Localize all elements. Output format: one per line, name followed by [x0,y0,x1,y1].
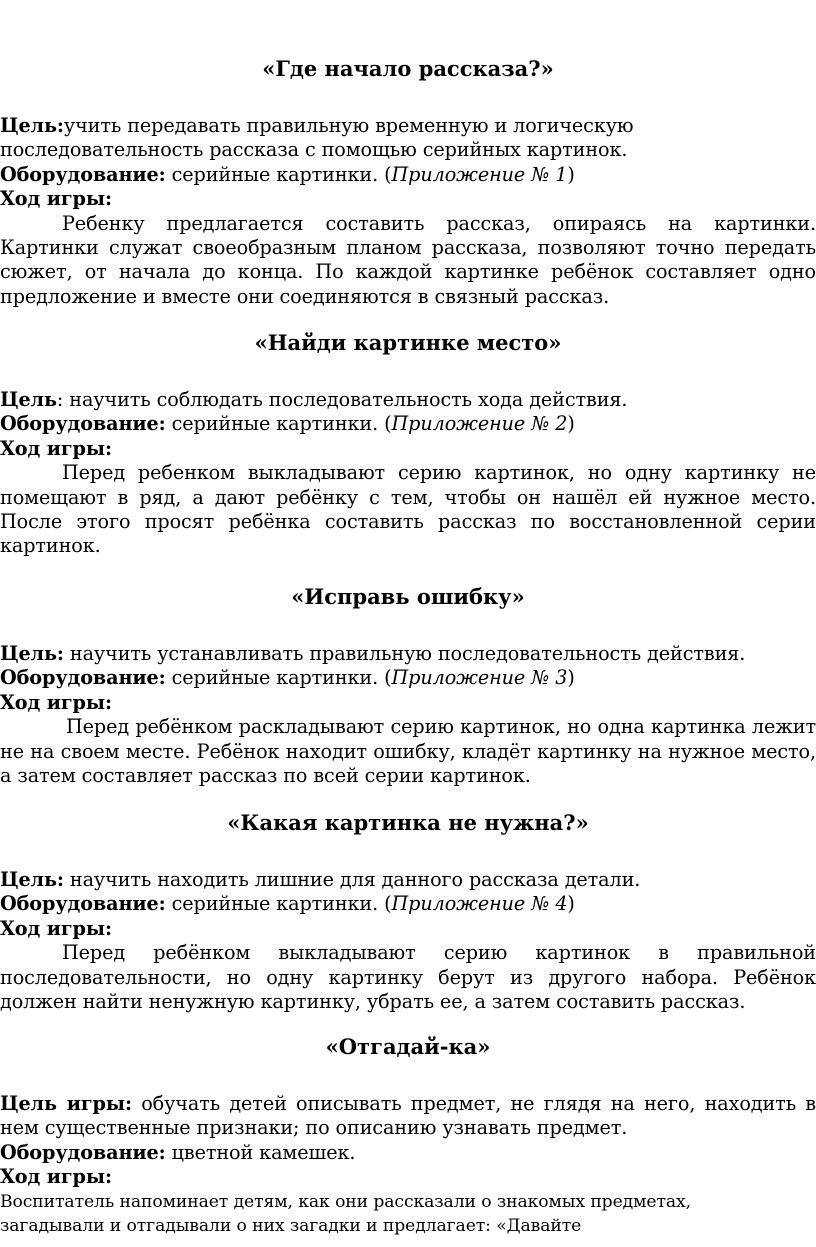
equipment-line [0,1141,816,1165]
equipment-close: ) [567,162,575,186]
equipment-close: ) [567,892,575,916]
goal-text: научить устанавливать правильную последовательность действия. [63,642,746,665]
equipment-label: Оборудование: [0,892,166,916]
goal-label: Цель игры: [0,1092,132,1115]
goal-line [0,114,816,163]
progress-label: Ход игры: [0,436,112,460]
equipment-label: Оборудование: [0,666,166,690]
progress-text: Перед ребёнком раскладывают серию картинок, но одна картинка лежит не на своем месте. Ребёнок находит ошибку, кладёт картинку на нужное место, а затем составляет рассказ по всей серии картинок. [0,715,816,788]
game-title: «Отгадай-ка» [325,1034,491,1059]
progress-label: Ход игры: [0,690,112,714]
equipment-appendix: Приложение № 1 [391,162,568,186]
equipment-line [0,163,816,187]
game-title: «Где начало рассказа?» [262,56,554,81]
equipment-line [0,412,816,436]
game-title: «Какая картинка не нужна?» [227,810,589,835]
goal-label: Цель: [0,642,64,665]
equipment-label: Оборудование: [0,1140,166,1164]
game-section-1 [0,56,816,309]
game-section-4 [0,810,816,1014]
goal-text: учить передавать правильную временную и логическую последовательность рассказа с помощью серийных картинок. [0,114,634,162]
game-section-2 [0,330,816,559]
progress-label: Ход игры: [0,1165,112,1189]
progress-text: Ребенку предлагается составить рассказ, опираясь на картинки. Картинки служат своеобразным планом рассказа, позволяют точно передать сюжет, от начала до конца. По каждой картинке ребёнок составляет одно предложение и вместе они соединяются в связный рассказ. [0,211,816,308]
goal-line [0,1092,816,1141]
equipment-text: серийные картинки. ( [165,892,392,916]
equipment-close: ) [567,412,575,436]
progress-label: Ход игры: [0,916,112,940]
goal-text: : научить соблюдать последовательность хода действия. [56,388,628,411]
game-title: «Найди картинке место» [254,330,562,355]
equipment-text: цветной камешек. [165,1140,356,1164]
goal-label: Цель: [0,114,64,137]
goal-label: Цель [0,388,57,411]
goal-text: научить находить лишние для данного рассказа детали. [63,868,641,891]
equipment-line [0,666,816,690]
game-title: «Исправь ошибку» [291,584,525,609]
equipment-text: серийные картинки. ( [165,666,392,690]
equipment-appendix: Приложение № 4 [391,892,568,916]
goal-label: Цель: [0,868,64,891]
goal-text: обучать детей описывать предмет, не глядя на него, находить в нем существенные признаки; по описанию узнавать предмет. [0,1092,816,1140]
equipment-close: ) [567,666,575,690]
goal-line [0,388,816,412]
goal-line [0,868,816,892]
equipment-line [0,892,816,916]
goal-line [0,642,816,666]
progress-text: Перед ребёнком выкладывают серию картинок в правильной последовательности, но одну картинку берут из другого набора. Ребёнок должен найти ненужную картинку, убрать ее, а затем составить рассказ. [0,941,816,1014]
progress-text: Перед ребенком выкладывают серию картинок, но одну картинку не помещают в ряд, а дают ребёнку с тем, чтобы он нашёл ей нужное место. После этого просят ребёнка составить рассказ по восстановленной серии картинок. [0,461,816,558]
progress-label: Ход игры: [0,187,112,211]
equipment-appendix: Приложение № 3 [391,666,568,690]
equipment-label: Оборудование: [0,162,166,186]
equipment-appendix: Приложение № 2 [391,412,568,436]
game-section-5 [0,1034,816,1238]
progress-text: Воспитатель напоминает детям, как они рассказали о знакомых предметах, загадывали и отгадывали о них загадки и предлагает: «Давайте [0,1191,691,1237]
equipment-label: Оборудование: [0,412,166,436]
game-section-3 [0,584,816,788]
equipment-text: серийные картинки. ( [165,412,392,436]
equipment-text: серийные картинки. ( [165,162,392,186]
